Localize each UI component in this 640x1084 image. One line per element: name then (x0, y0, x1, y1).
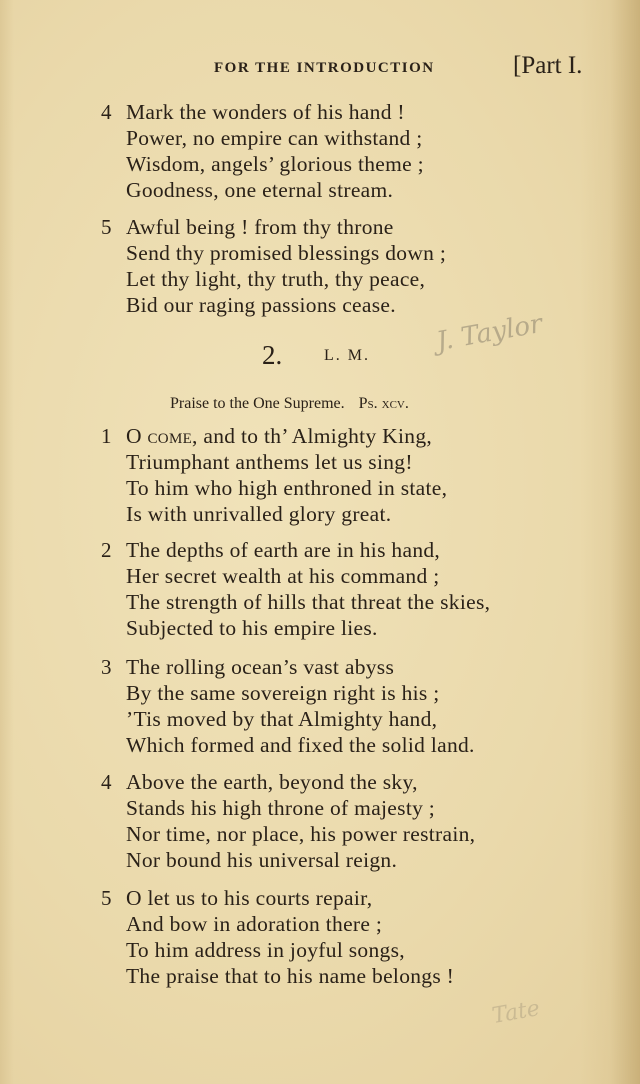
verse-line: Stands his high throne of majesty ; (126, 796, 436, 820)
verse-line: Her secret wealth at his command ; (126, 564, 440, 588)
pencil-note: Tate (490, 996, 542, 1029)
verse-line: The praise that to his name belongs ! (126, 964, 455, 988)
verse-line: By the same sovereign right is his ; (126, 681, 440, 705)
verse-line: Goodness, one eternal stream. (126, 178, 394, 202)
verse-number: 3 (101, 655, 112, 679)
verse-line: Which formed and fixed the solid land. (126, 733, 475, 757)
verse-line (126, 424, 432, 449)
verse-line: Nor time, nor place, his power restrain, (126, 822, 476, 846)
verse-line: Wisdom, angels’ glorious theme ; (126, 152, 424, 176)
running-head: FOR THE INTRODUCTION (214, 60, 435, 76)
verse-number: 1 (101, 424, 112, 448)
verse-line: Triumphant anthems let us sing! (126, 450, 413, 474)
verse-number: 2 (101, 538, 112, 562)
verse-line: Is with unrivalled glory great. (126, 502, 392, 526)
verse-line: To him address in joyful songs, (126, 938, 405, 962)
part-label: [Part I. (513, 52, 583, 79)
verse-line: Let thy light, thy truth, thy peace, (126, 267, 426, 291)
verse-line: ’Tis moved by that Almighty hand, (126, 707, 438, 731)
verse-line: Nor bound his universal reign. (126, 848, 398, 872)
verse-line: Power, no empire can withstand ; (126, 126, 423, 150)
hymn-title: Praise to the One Supreme. (170, 395, 345, 412)
verse-number: 5 (101, 215, 112, 239)
verse-number: 4 (101, 770, 112, 794)
verse-opening-caps: O come, (126, 424, 198, 448)
verse-number: 4 (101, 100, 112, 124)
verse-line: Subjected to his empire lies. (126, 616, 378, 640)
verse-line: The depths of earth are in his hand, (126, 538, 441, 562)
verse-line: Awful being ! from thy throne (126, 215, 394, 239)
verse-line: O let us to his courts repair, (126, 886, 373, 910)
psalm-reference: Ps. xcv. (358, 395, 409, 412)
hymn-meter: L. M. (324, 347, 370, 364)
verse-line: The strength of hills that threat the skies, (126, 590, 491, 614)
verse-line-rest: and to th’ Almighty King, (197, 424, 433, 448)
verse-number: 5 (101, 886, 112, 910)
verse-line: Bid our raging passions cease. (126, 293, 396, 317)
verse-line: Send thy promised blessings down ; (126, 241, 447, 265)
hymn-subtitle (170, 395, 409, 413)
verse-line: Mark the wonders of his hand ! (126, 100, 405, 124)
verse-line: The rolling ocean’s vast abyss (126, 655, 395, 679)
hymn-number: 2. (262, 340, 283, 370)
hymn-heading (0, 340, 640, 374)
verse-line: And bow in adoration there ; (126, 912, 383, 936)
pencil-signature: J. Taylor (434, 308, 545, 358)
verse-line: Above the earth, beyond the sky, (126, 770, 418, 794)
page-header (0, 52, 640, 86)
verse-line: To him who high enthroned in state, (126, 476, 448, 500)
